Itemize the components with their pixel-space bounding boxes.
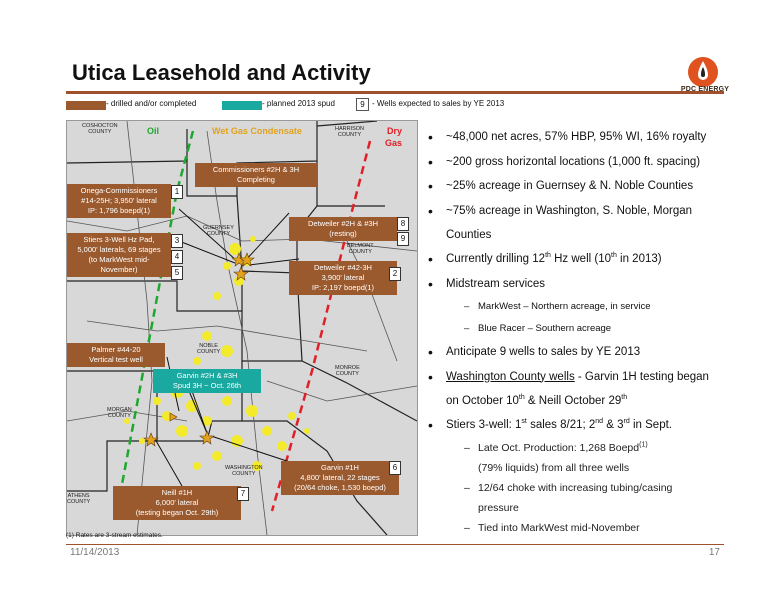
county-morgan: MORGAN COUNTY (107, 407, 132, 419)
bullet-text-underlined: Washington County wells (446, 370, 575, 383)
legend-number-box: 9 (356, 98, 369, 111)
legend-swatch-planned (222, 101, 262, 110)
superscript: th (611, 252, 617, 260)
bullet-item (428, 247, 758, 272)
bullet-list (428, 125, 758, 538)
zone-wet-gas: Wet Gas Condensate (212, 126, 302, 136)
legend-label-expected: - Wells expected to sales by YE 2013 (372, 99, 505, 108)
page-number: 17 (708, 547, 720, 558)
footer-date: 11/14/2013 (70, 547, 120, 558)
bullet-text: & Neill October 29 (524, 395, 622, 407)
bullet-text: on October 10 (446, 395, 519, 407)
superscript: st (521, 418, 527, 426)
sub-bullet-item (428, 438, 758, 458)
superscript: th (621, 394, 628, 402)
well-number: 4 (171, 250, 183, 264)
bullet-text: sales 8/21; 2 (526, 419, 596, 431)
legend-label-planned: - planned 2013 spud (262, 99, 335, 108)
page-title: Utica Leasehold and Activity (72, 60, 371, 85)
county-belmont: BELMONT COUNTY (347, 243, 374, 255)
superscript: th (545, 252, 551, 260)
well-number: 7 (237, 487, 249, 501)
legend-swatch-drilled (66, 101, 106, 110)
logo-wordmark: PDC ENERGY (680, 86, 730, 93)
bullet-text: in Sept. (629, 419, 672, 431)
well-number: 9 (397, 232, 409, 246)
callout-garvin-spud: Garvin #2H & #3H Spud 3H ~ Oct. 26th (153, 369, 261, 393)
bullet-item (428, 365, 758, 390)
callout-detweiler-42: Detweiler #42-3H 3,900' lateral IP: 2,197 boepd(1) (289, 261, 397, 295)
callout-commissioners: Commissioners #2H & 3H Completing (195, 163, 317, 187)
bullet-text: Hz well (10 (550, 253, 611, 265)
sub-bullet-continuation: (79% liquids) from all three wells (478, 461, 630, 474)
sub-bullet-item: – Blue Racer – Southern acreage (428, 318, 758, 340)
zone-oil: Oil (147, 126, 160, 136)
zone-gas: Gas (385, 138, 403, 148)
sub-bullet-continuation: pressure (478, 501, 519, 514)
bullet-item (428, 199, 758, 224)
bullet-item: • Midstream services (428, 272, 758, 297)
sub-bullet-item: – Tied into MarkWest mid-November (428, 518, 758, 538)
bullet-text: & 3 (603, 419, 624, 431)
bullet-continuation: Counties (446, 229, 492, 241)
callout-garvin-1h: Garvin #1H 4,800' lateral, 22 stages (20/64 choke, 1,530 boepd) (281, 461, 399, 495)
county-noble: NOBLE COUNTY (197, 343, 221, 355)
bullet-item: • Anticipate 9 wells to sales by YE 2013 (428, 340, 758, 365)
county-monroe: MONROE COUNTY (335, 365, 360, 377)
well-number: 5 (171, 266, 183, 280)
title-divider (66, 91, 724, 94)
well-number: 6 (389, 461, 401, 475)
bullet-text: ~75% acreage in Washington, S. Noble, Morgan (446, 204, 693, 217)
well-number: 2 (389, 267, 401, 281)
bullet-item: • ~200 gross horizontal locations (1,000 ft. spacing) (428, 150, 758, 175)
leasehold-map (66, 120, 418, 536)
bullet-text: Stiers 3-well: 1 (446, 419, 522, 431)
callout-palmer: Palmer #44-20 Vertical test well (67, 343, 165, 367)
bullet-text: in 2013) (616, 253, 662, 265)
county-coshocton: COSHOCTON COUNTY (82, 123, 118, 135)
bullet-text: Currently drilling 12 (446, 253, 546, 265)
zone-dry: Dry (387, 126, 403, 136)
bullet-item (428, 413, 758, 438)
footnote: (1) Rates are 3-stream estimates. (66, 532, 163, 539)
superscript: nd (595, 418, 604, 426)
footer-divider (66, 544, 724, 545)
county-harrison: HARRISON COUNTY (335, 126, 365, 138)
callout-onega: Onega-Commissioners #14-25H; 3,950' lateral IP: 1,796 boepd(1) (67, 184, 171, 218)
bullet-continuation (428, 389, 758, 413)
well-number: 3 (171, 234, 183, 248)
superscript: (1) (639, 441, 648, 448)
legend-label-drilled: - drilled and/or completed (106, 99, 197, 108)
county-washington: WASHINGTON COUNTY (225, 465, 263, 477)
callout-neill: Neill #1H 6,000' lateral (testing began Oct. 29th) (113, 486, 241, 520)
superscript: rd (623, 418, 630, 426)
bullet-text: Late Oct. Production: 1,268 Boepd (478, 441, 640, 454)
superscript: th (518, 394, 525, 402)
bullet-item: • ~25% acreage in Guernsey & N. Noble Counties (428, 174, 758, 199)
bullet-item: • ~48,000 net acres, 57% HBP, 95% WI, 16% royalty (428, 125, 758, 150)
callout-detweiler-resting: Detweiler #2H & #3H (resting) (289, 217, 397, 241)
well-number: 8 (397, 217, 409, 231)
palmer-marker (170, 413, 177, 421)
bullet-text: - Garvin 1H testing began (574, 370, 709, 383)
sub-bullet-item: – MarkWest – Northern acreage, in service (428, 296, 758, 318)
county-guernsey: GUERNSEY COUNTY (203, 225, 234, 237)
callout-stiers: Stiers 3-Well Hz Pad, 5,000' laterals, 69 stages (to MarkWest mid- November) (67, 233, 171, 277)
county-athens: ATHENS COUNTY (67, 493, 91, 505)
sub-bullet-item: – 12/64 choke with increasing tubing/casing (428, 478, 758, 498)
well-number: 1 (171, 185, 183, 199)
